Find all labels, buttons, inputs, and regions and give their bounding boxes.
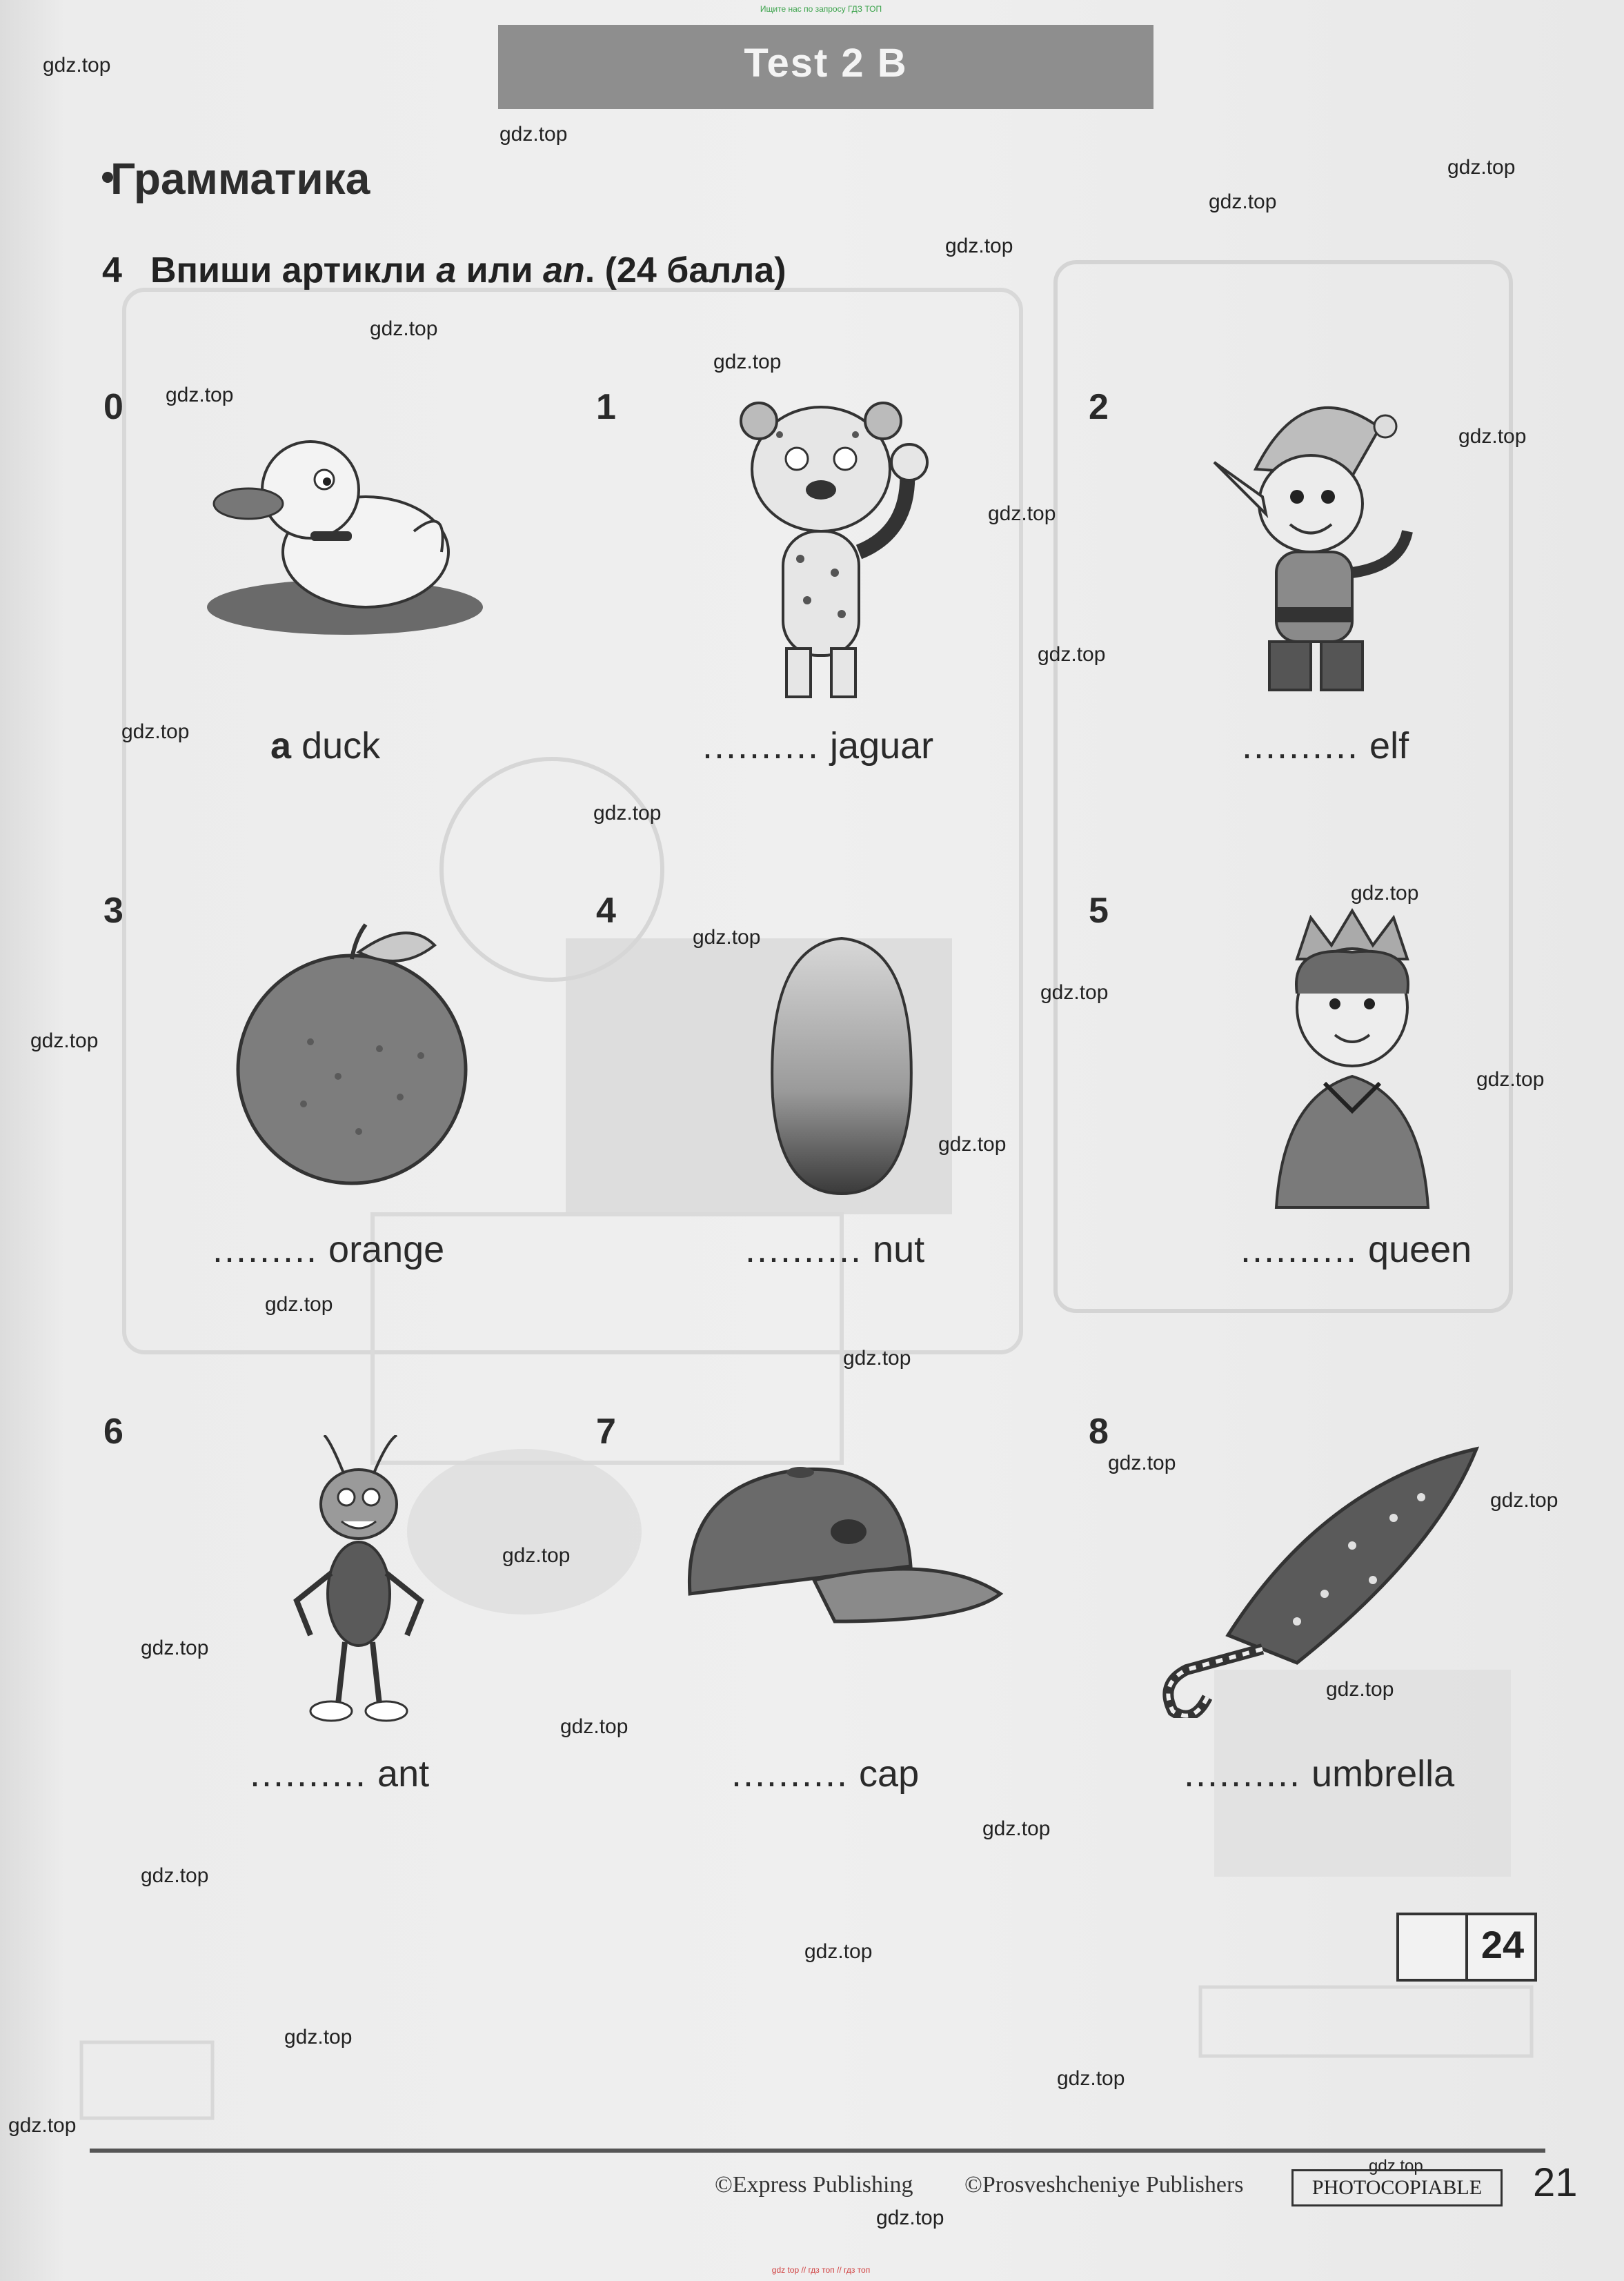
answer-line-4: .......... nut	[745, 1229, 925, 1270]
watermark: gdz.top	[1040, 981, 1109, 1004]
watermark: gdz.top	[945, 235, 1013, 257]
score-box-divider	[1465, 1915, 1468, 1979]
watermark: gdz.top	[593, 802, 662, 824]
item-number-7: 7	[596, 1412, 616, 1452]
watermark: gdz.top	[43, 54, 111, 77]
nut-picture	[759, 931, 924, 1204]
watermark: gdz.top	[284, 2026, 353, 2048]
answer-line-5: .......... queen	[1240, 1229, 1472, 1270]
watermark: gdz.top	[1108, 1452, 1176, 1474]
answer-line-3: ......... orange	[212, 1229, 445, 1270]
top-watermark-note: Ищите нас по запросу ГДЗ ТОП	[760, 4, 882, 14]
ant-picture	[283, 1435, 435, 1728]
answer-line-2: .......... elf	[1242, 725, 1409, 767]
watermark: gdz.top	[1326, 1678, 1394, 1701]
publisher-credit-2: ©Prosveshcheniye Publishers	[964, 2172, 1244, 2198]
item-number-5: 5	[1089, 891, 1109, 931]
watermark: gdz.top	[713, 350, 782, 373]
orange-picture	[228, 911, 476, 1190]
watermark: gdz.top	[265, 1293, 333, 1316]
watermark: gdz.top	[1369, 2157, 1423, 2175]
item-number-4: 4	[596, 891, 616, 931]
cap-picture	[676, 1456, 1007, 1680]
watermark: gdz.top	[1057, 2067, 1125, 2090]
answer-line-1: .......... jaguar	[702, 725, 934, 767]
item-number-3: 3	[103, 891, 123, 931]
watermark: gdz.top	[693, 926, 761, 949]
watermark: gdz.top	[804, 1940, 873, 1963]
watermark: gdz.top	[1447, 156, 1516, 179]
watermark: gdz.top	[499, 123, 568, 146]
score-box	[1396, 1913, 1537, 1982]
photocopiable-label: PHOTOCOPIABLE	[1291, 2169, 1503, 2206]
task-instruction: Впиши артикли a или an. (24 балла)	[150, 250, 786, 290]
max-score: 24	[1481, 1923, 1525, 1966]
watermark: gdz.top	[560, 1715, 628, 1738]
watermark: gdz.top	[121, 720, 190, 743]
section-title: Грамматика	[110, 154, 370, 204]
watermark: gdz.top	[8, 2114, 77, 2137]
elf-picture	[1200, 386, 1435, 714]
watermark: gdz.top	[988, 502, 1056, 525]
watermark: gdz.top	[843, 1347, 911, 1370]
answer-line-8: .......... umbrella	[1184, 1753, 1455, 1795]
watermark: gdz.top	[1038, 643, 1106, 666]
item-number-0: 0	[103, 387, 123, 427]
watermark: gdz.top	[1490, 1489, 1558, 1512]
bottom-watermark-note: gdz top // гдз топ // гдз топ	[771, 2265, 871, 2275]
watermark: gdz.top	[1458, 425, 1527, 448]
umbrella-picture	[1145, 1442, 1490, 1721]
item-number-8: 8	[1089, 1412, 1109, 1452]
watermark: gdz.top	[30, 1029, 99, 1052]
footer-rule	[90, 2149, 1545, 2153]
jaguar-picture	[717, 393, 952, 714]
publisher-credit-1: ©Express Publishing	[715, 2172, 913, 2198]
item-number-1: 1	[596, 387, 616, 427]
test-header-bar	[498, 25, 1153, 109]
watermark: gdz.top	[166, 384, 234, 406]
item-number-2: 2	[1089, 387, 1109, 427]
watermark: gdz.top	[1351, 882, 1419, 905]
watermark: gdz.top	[1209, 190, 1277, 213]
watermark: gdz.top	[141, 1637, 209, 1659]
watermark: gdz.top	[1476, 1068, 1545, 1091]
watermark: gdz.top	[141, 1864, 209, 1887]
duck-picture	[207, 414, 497, 638]
answer-line-6: .......... ant	[250, 1753, 430, 1795]
item-number-6: 6	[103, 1412, 123, 1452]
test-title: Test 2 B	[744, 41, 908, 86]
answer-line-0: a duck	[270, 725, 381, 767]
watermark: gdz.top	[938, 1133, 1007, 1156]
watermark: gdz.top	[876, 2206, 944, 2229]
task-number: 4	[102, 250, 122, 290]
watermark: gdz.top	[502, 1544, 571, 1567]
page-number: 21	[1533, 2160, 1578, 2205]
answer-line-7: .......... cap	[731, 1753, 920, 1795]
watermark: gdz.top	[370, 317, 438, 340]
queen-picture	[1262, 904, 1442, 1218]
watermark: gdz.top	[982, 1817, 1051, 1840]
